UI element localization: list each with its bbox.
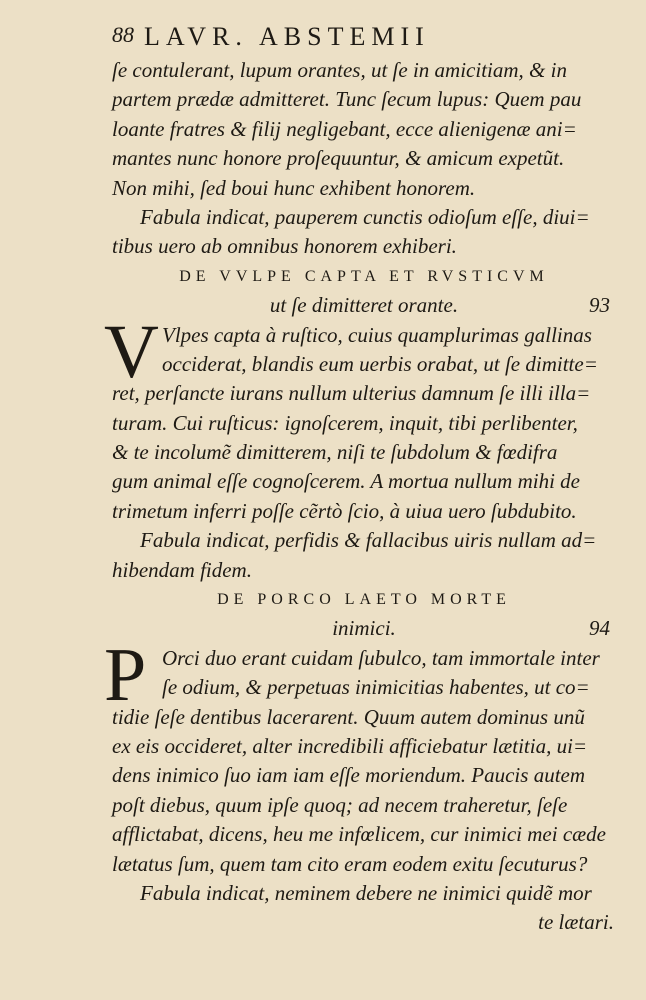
drop-cap-p: P [104,632,147,717]
text-line: occiderat, blandis eum uerbis orabat, ut ſe dimitte= [162,351,598,376]
text-line: gum animal eſſe cognoſcerem. A mortua nullum mihi de [112,469,580,494]
page-number: 88 [112,22,134,47]
moral-line: tibus uero ab omnibus honorem exhiberi. [112,234,457,259]
fable-94-subtitle-row [112,614,616,643]
text-line: tidie ſeſe dentibus lacerarent. Quum autem dominus unũ [112,704,585,729]
text-line: afflictabat, dicens, heu me infœlicem, cur inimici mei cæde [112,822,606,847]
fable-94-title: DE PORCO LAETO MORTE [217,591,511,609]
text-line: dens inimico ſuo iam iam eſſe moriendum. Paucis autem [112,763,586,788]
fable-93-subtitle: ut ſe dimitteret orante. [269,293,459,318]
text-line: loante fratres & filij negligebant, ecce alienigenæ ani= [112,116,577,141]
page-header [112,18,542,54]
moral-line: hibendam fidem. [112,557,252,582]
text-line: ſe contulerant, lupum orantes, ut ſe in amicitiam, & in [112,58,567,82]
text-line: mantes nunc honore proſequuntur, & amicum expetũt. [112,146,565,171]
text-line: lætatus ſum, quem tam cito eram eodem exitu ſecuturus? [112,851,588,876]
fable-94-subtitle: inimici. [332,616,396,641]
moral-line: Fabula indicat, perfidis & fallacibus uiris nullam ad= [140,528,597,553]
text-line: Vlpes capta à ruſtico, cuius quamplurimas gallinas [162,322,592,347]
fable-93-subtitle-row [112,291,616,320]
moral-line: Fabula indicat, neminem debere ne inimici quidẽ mor [140,880,592,905]
running-head: LAVR. ABSTEMII [144,22,430,51]
text-line: ex eis occideret, alter incredibili afficiebatur lætitia, ui= [112,733,588,758]
fable-94-number: 94 [589,616,610,641]
text-line: trimetum inferri poſſe cẽrtò ſcio, à uiua uero ſubdubito. [112,498,577,523]
text-line: turam. Cui ruſticus: ignoſcerem, inquit, tibi perlibenter, [112,410,578,435]
moral-line: te lætari. [538,910,614,935]
body-text [104,56,616,938]
text-line: poſt diebus, quum ipſe quoq; ad necem traheretur, ſeſe [112,792,568,817]
text-line: & te incolumẽ dimitterem, niſi te ſubdolum & fœdifra [112,440,558,465]
moral-line: Fabula indicat, pauperem cunctis odioſum eſſe, diui= [140,204,590,229]
text-line: ſe odium, & perpetuas inimicitias habentes, ut co= [162,675,590,700]
text-line: Non mihi, ſed boui hunc exhibent honorem. [112,175,476,200]
text-line: partem prædæ admitteret. Tunc ſecum lupus: Quem pau [112,87,582,112]
fable-93-title: DE VVLPE CAPTA ET RVSTICVM [179,267,549,285]
fable-93-number: 93 [589,293,610,318]
text-line: Orci duo erant cuidam ſubulco, tam immortale inter [162,645,600,670]
drop-cap-v: V [104,309,159,394]
text-line: ret, perſancte iurans nullum ulterius damnum ſe illi illa= [112,381,591,406]
